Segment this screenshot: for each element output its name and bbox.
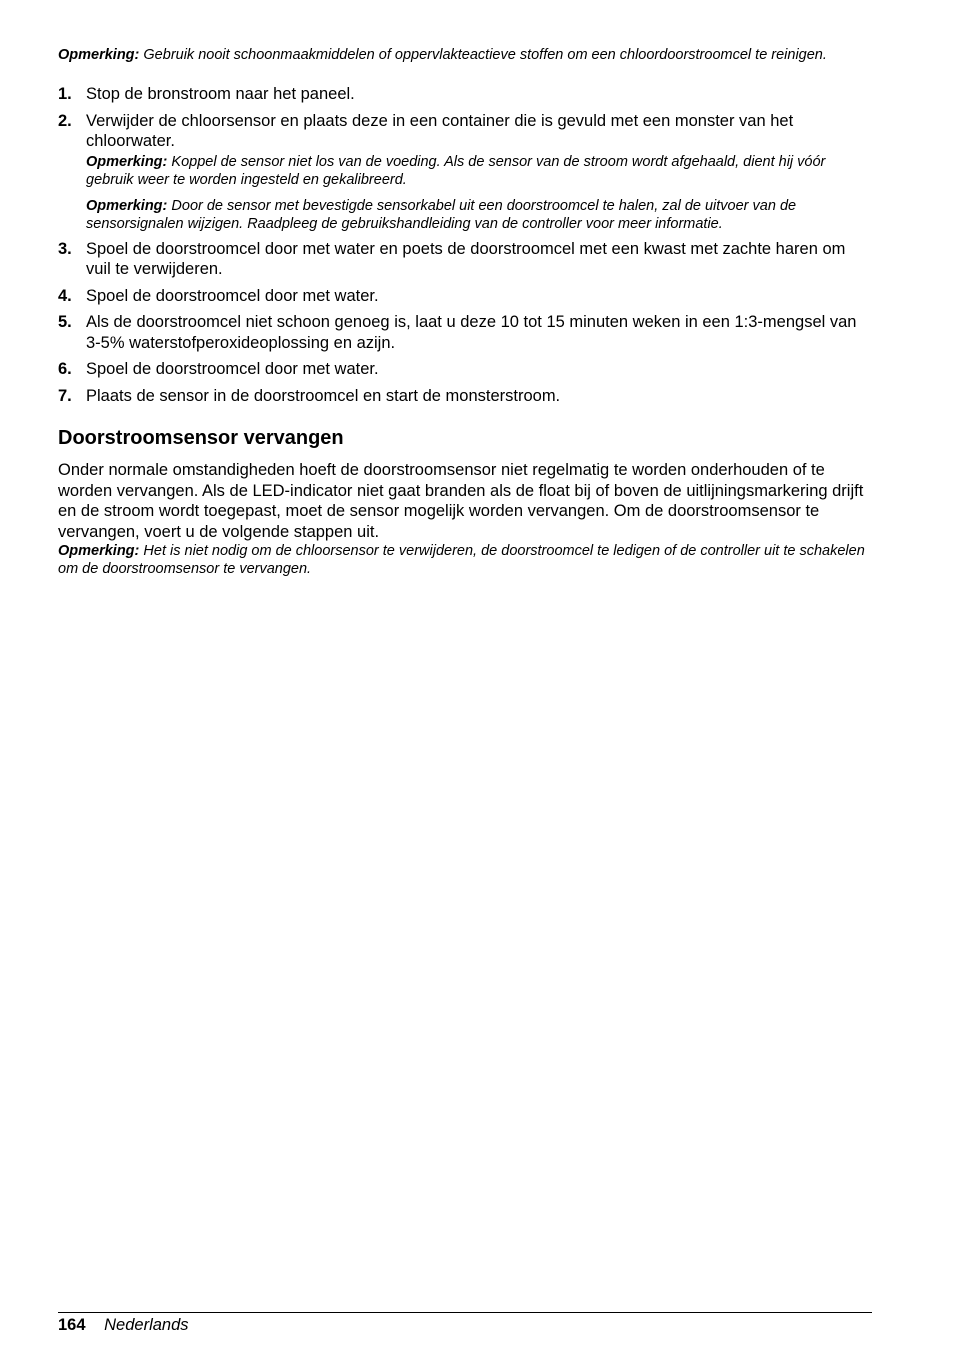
step-number: 7. (58, 386, 72, 405)
step-2-note-2 (86, 197, 872, 233)
step-number: 2. (58, 111, 72, 130)
step-number: 6. (58, 360, 72, 378)
step-text: Stop de bronstroom naar het paneel. (86, 85, 355, 103)
step-4 (58, 286, 872, 307)
footer-language: Nederlands (104, 1316, 189, 1334)
page-content (58, 46, 872, 578)
step-number: 4. (58, 286, 72, 305)
note-top (58, 46, 872, 64)
note-label: Opmerking: (86, 153, 168, 170)
note-text: Door de sensor met bevestigde sensorkabel uit een doorstroomcel te halen, zal de uitvoer van de sensorsignalen wijzigen. Raadpleeg de gebruikshandleiding van de controller voor meer informatie. (86, 197, 797, 232)
step-7 (58, 386, 872, 407)
step-5 (58, 312, 872, 353)
step-text: Spoel de doorstroomcel door met water en poets de doorstroomcel met een kwast met zachte haren om vuil te verwijderen. (86, 239, 846, 278)
step-2-note-1 (86, 153, 872, 189)
step-number: 1. (58, 85, 72, 103)
step-6 (58, 359, 872, 380)
note-text: Koppel de sensor niet los van de voeding. Als de sensor van de stroom wordt afgehaald, dient hij vóór gebruik weer te worden ingesteld en gekalibreerd. (86, 153, 826, 188)
page-number: 164 (58, 1316, 86, 1334)
step-text: Als de doorstroomcel niet schoon genoeg is, laat u deze 10 tot 15 minuten weken in een 1:3-mengsel van 3-5% waterstofperoxideoplossing en azijn. (86, 313, 857, 352)
step-text: Verwijder de chloorsensor en plaats deze in een container die is gevuld met een monster van het chloorwater. (86, 111, 794, 150)
step-text: Spoel de doorstroomcel door met water. (86, 360, 379, 378)
page-footer (58, 1312, 872, 1335)
step-text: Plaats de sensor in de doorstroomcel en start de monsterstroom. (86, 386, 561, 405)
step-1 (58, 84, 872, 105)
section-note (58, 542, 872, 578)
section-paragraph: Onder normale omstandigheden hoeft de doorstroomsensor niet regelmatig te worden onderhouden of te worden vervangen. Als de LED-indicator niet gaat branden als de float bij of boven de uitlijningsmarkering drijft en de stroom wordt toegepast, moet de sensor mogelijk worden vervangen. Om de doorstroomsensor te vervangen, voert u de volgende stappen uit. (58, 461, 864, 541)
section-heading: Doorstroomsensor vervangen (58, 427, 344, 449)
note-text: Gebruik nooit schoonmaakmiddelen of oppervlakteactieve stoffen om een chloordoorstroomcel te reinigen. (143, 47, 827, 63)
step-3 (58, 239, 872, 280)
step-number: 3. (58, 239, 72, 258)
procedure-steps (58, 84, 872, 406)
note-label: Opmerking: (86, 197, 168, 214)
step-number: 5. (58, 313, 72, 331)
note-label: Opmerking: (58, 543, 140, 559)
note-text: Het is niet nodig om de chloorsensor te verwijderen, de doorstroomcel te ledigen of de controller uit te schakelen om de doorstroomsensor te vervangen. (58, 543, 865, 577)
note-label: Opmerking: (58, 47, 140, 63)
step-2 (58, 111, 872, 233)
step-text: Spoel de doorstroomcel door met water. (86, 286, 379, 305)
